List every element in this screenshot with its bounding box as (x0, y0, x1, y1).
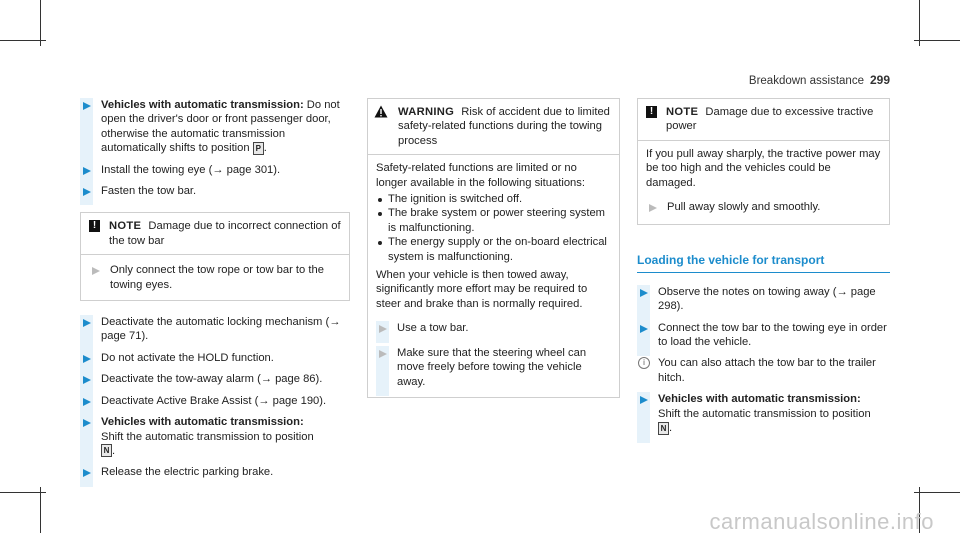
step-text: Deactivate the automatic locking mechanism (→ page 71). (101, 316, 341, 343)
step-item (80, 465, 350, 479)
section-title: Loading the vehicle for transport (637, 253, 890, 272)
note-header (638, 99, 889, 141)
step-arrow-icon (83, 188, 91, 196)
step-arrow-icon (83, 376, 91, 384)
info-text: You can also attach the tow bar to the trailer hitch. (658, 357, 876, 384)
step-arrow-icon (83, 102, 91, 110)
step-item (646, 200, 881, 214)
step-item (637, 321, 890, 350)
exclamation-icon: ! (89, 220, 100, 232)
step-text: Deactivate Active Brake Assist (→ page 190). (101, 394, 327, 407)
step-arrow-icon (83, 398, 91, 406)
step-arrow-icon (83, 167, 91, 175)
step-item: Vehicles with automatic transmission: Do not open the driver's door or front passenger door, otherwise the automatic transmission automatically shifts to position P . (80, 98, 350, 156)
gear-position-key: N (658, 422, 669, 435)
step-item: Vehicles with automatic transmission: Shift the automatic transmission to position N . (637, 392, 890, 435)
column-right (637, 98, 890, 443)
warning-body (368, 155, 619, 397)
step-arrow-icon (379, 325, 387, 333)
step-item (80, 351, 350, 365)
step-arrow-icon (640, 396, 648, 404)
watermark: carmanualsonline.info (709, 508, 934, 534)
step-item: Vehicles with automatic transmission: Shift the automatic transmission to position N . (80, 415, 350, 458)
step-text: Connect the tow bar to the towing eye in order to load the vehicle. (658, 321, 887, 349)
step-text: Do not activate the HOLD function. (101, 351, 274, 364)
step-item (89, 263, 341, 292)
step-item (80, 163, 350, 177)
step-arrow-icon (83, 355, 91, 363)
step-text: Do not open the driver's door or front passenger door, otherwise the automatic transmission automatically shifts to position (101, 99, 340, 155)
note-label: NOTE (666, 106, 699, 118)
step-text: Release the electric parking brake. (101, 466, 274, 479)
crop-mark (914, 40, 960, 41)
step-text: Shift the automatic transmission to position (101, 430, 314, 443)
page-header (749, 73, 890, 88)
note-heading: Damage due to incorrect connection of the tow bar (109, 220, 341, 247)
exclamation-icon: ! (646, 106, 657, 118)
step-arrow-icon (379, 350, 387, 358)
step-arrow-icon (640, 289, 648, 297)
column-left (80, 98, 350, 487)
info-icon: i (638, 357, 650, 369)
list-item: The brake system or power steering system is malfunctioning. (376, 206, 611, 235)
note-body (638, 141, 889, 225)
page-number: 299 (869, 73, 890, 87)
step-text: Fasten the tow bar. (101, 185, 197, 198)
gear-position-key: N (101, 444, 112, 457)
crop-mark (0, 492, 46, 493)
gear-position-key: P (253, 142, 264, 155)
warning-intro: Safety-related functions are limited or no longer available in the following situations: (376, 162, 585, 189)
step-text: Shift the automatic transmission to position (658, 407, 871, 420)
step-item (80, 394, 350, 408)
column-middle (367, 98, 620, 398)
note-body (81, 255, 349, 300)
warning-heading: Risk of accident due to limited safety-related functions during the towing process (398, 106, 610, 147)
step-item (80, 372, 350, 386)
step-arrow-icon (83, 469, 91, 477)
note-box (637, 98, 890, 225)
step-item (376, 321, 611, 335)
warning-triangle-icon (374, 105, 388, 118)
crop-mark (914, 492, 960, 493)
note-heading: Damage due to excessive tractive power (666, 106, 874, 133)
warning-bullet-list (376, 192, 611, 264)
step-text: Deactivate the tow-away alarm (→ page 86). (101, 373, 323, 386)
step-text: Make sure that the steering wheel can move freely before towing the vehicle away. (397, 346, 587, 388)
info-note (637, 356, 890, 385)
page-title: Breakdown assistance (748, 75, 864, 87)
step-text: Use a tow bar. (397, 322, 469, 335)
step-condition: Vehicles with automatic transmission: (658, 393, 861, 406)
warning-label: WARNING (398, 106, 455, 118)
warning-header (368, 99, 619, 155)
step-item (637, 285, 890, 314)
step-item (376, 346, 611, 389)
step-arrow-icon (83, 419, 91, 427)
step-arrow-icon (649, 204, 657, 212)
step-arrow-icon (640, 325, 648, 333)
crop-mark (0, 40, 46, 41)
crop-mark (40, 487, 41, 533)
list-item: The ignition is switched off. (376, 192, 611, 206)
step-item (80, 184, 350, 198)
warning-paragraph: When your vehicle is then towed away, significantly more effort may be required to steer and brake than is normally required. (376, 269, 588, 310)
step-text: Observe the notes on towing away (→ page 298). (658, 285, 876, 313)
note-paragraph: If you pull away sharply, the tractive power may be too high and the vehicles could be damaged. (646, 147, 881, 189)
note-header (81, 213, 349, 255)
step-arrow-icon (83, 319, 91, 327)
step-condition: Vehicles with automatic transmission: (101, 99, 304, 111)
step-item (80, 315, 350, 344)
step-text: Install the towing eye (→ page 301). (101, 163, 281, 176)
step-text: Pull away slowly and smoothly. (667, 201, 821, 214)
note-label: NOTE (109, 220, 142, 233)
note-box (80, 212, 350, 301)
list-item: The energy supply or the on-board electrical system is malfunctioning. (376, 235, 611, 264)
step-arrow-icon (92, 267, 100, 275)
step-condition: Vehicles with automatic transmission: (101, 416, 304, 429)
warning-box (367, 98, 620, 398)
step-text: Only connect the tow rope or tow bar to the towing eyes. (110, 264, 324, 291)
